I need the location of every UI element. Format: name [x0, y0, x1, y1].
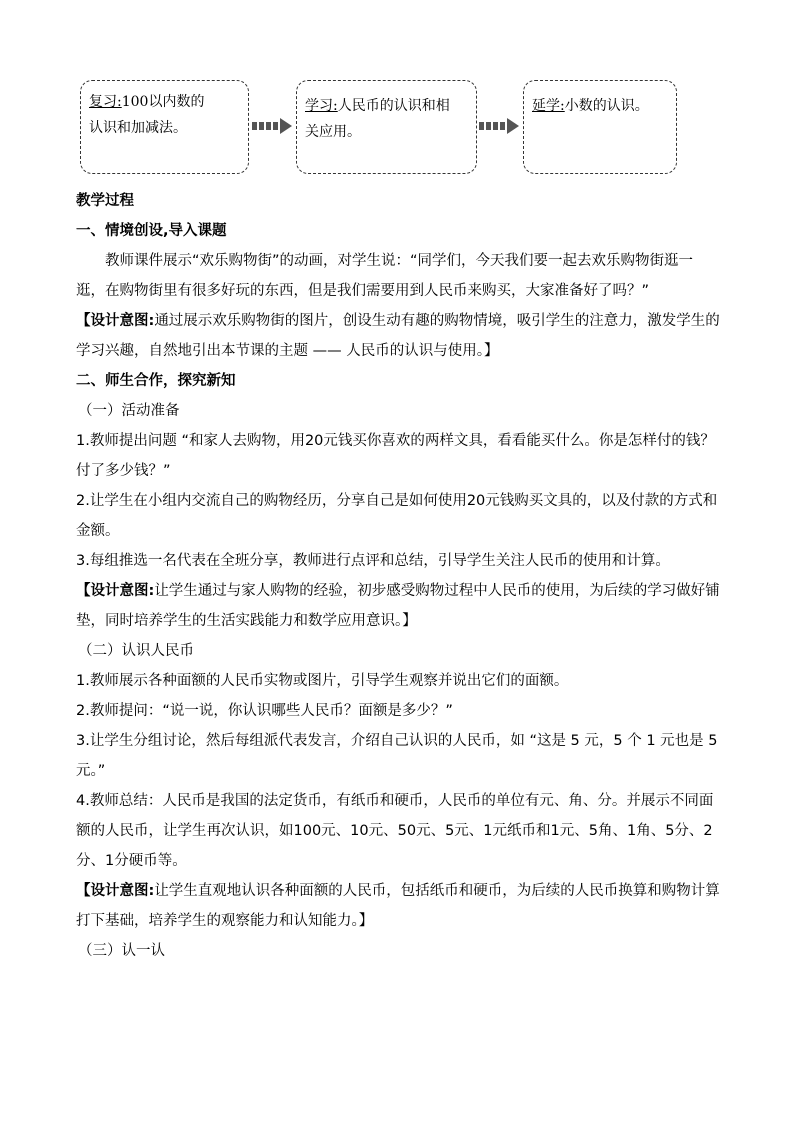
subsection-title-1: （一）活动准备 [78, 403, 180, 419]
subsection-title-2: （二）认识人民币 [78, 643, 194, 659]
flow-box-extend [523, 80, 677, 174]
design-intent-label: 【设计意图: [76, 883, 155, 899]
document-body [76, 186, 722, 966]
list-item: 2.让学生在小组内交流自己的购物经历，分享自己是如何使用20元钱购买文具的，以及付款的方式和金额。 [76, 493, 718, 539]
design-intent-label: 【设计意图: [76, 313, 155, 329]
flow-arrow-icon [252, 118, 296, 134]
flow-text-learn-line1: 人民币的认识和相 [337, 98, 450, 114]
list-item: 1.教师展示各种面额的人民币实物或图片，引导学生观察并说出它们的面额。 [76, 673, 569, 689]
list-item: 3.让学生分组讨论，然后每组派代表发言，介绍自己认识的人民币，如 “这是 5 元，5 个 1 元也是 5 元。” [76, 733, 718, 779]
flow-text-learn-line2: 关应用。 [305, 124, 361, 140]
list-item: 4.教师总结：人民币是我国的法定货币，有纸币和硬币，人民币的单位有元、角、分。并展示不同面额的人民币，让学生再次认识，如100元、10元、50元、5元、1元纸币和1元、5角、1角、5分、2分、1分硬币等。 [76, 793, 714, 869]
design-intent-1 [76, 306, 722, 366]
design-intent-2 [76, 576, 722, 636]
section1-paragraph: 教师课件展示“欢乐购物街”的动画，对学生说：“同学们，今天我们要一起去欢乐购物街逛一逛，在购物街里有很多好玩的东西，但是我们需要用到人民币来购买，大家准备好了吗？” [76, 253, 694, 299]
flow-text-extend-line1: 小数的认识。 [564, 98, 649, 114]
page-heading: 教学过程 [76, 193, 134, 209]
subsection-title-3: （三）认一认 [78, 943, 165, 959]
flow-tag-review: 复习: [89, 94, 122, 110]
section-title-1: 一、情境创设,导入课题 [76, 223, 227, 239]
flow-text-review-line1: 100以内数的 [121, 94, 205, 110]
design-intent-text: 让学生直观地认识各种面额的人民币，包括纸币和硬币，为后续的人民币换算和购物计算打下基础，培养学生的观察能力和认知能力。】 [76, 883, 720, 929]
flow-tag-learn: 学习: [305, 98, 338, 114]
design-intent-3 [76, 876, 722, 936]
list-item: 1.教师提出问题 “和家人去购物，用20元钱买你喜欢的两样文具，看看能买什么。你是怎样付的钱？付了多少钱？” [76, 433, 715, 479]
flow-box-review [80, 80, 249, 174]
design-intent-text: 通过展示欢乐购物街的图片，创设生动有趣的购物情境，吸引学生的注意力，激发学生的学习兴趣，自然地引出本节课的主题 —— 人民币的认识与使用。】 [76, 313, 720, 359]
design-intent-text: 让学生通过与家人购物的经验，初步感受购物过程中人民币的使用，为后续的学习做好铺垫，同时培养学生的生活实践能力和数学应用意识。】 [76, 583, 720, 629]
section-title-2: 二、师生合作，探究新知 [76, 373, 236, 389]
flow-box-learn [296, 80, 477, 174]
design-intent-label: 【设计意图: [76, 583, 155, 599]
list-item: 3.每组推选一名代表在全班分享，教师进行点评和总结，引导学生关注人民币的使用和计算。 [76, 553, 670, 569]
list-item: 2.教师提问：“说一说，你认识哪些人民币？面额是多少？” [76, 703, 453, 719]
flow-text-review-line2: 认识和加减法。 [89, 120, 187, 136]
flow-arrow-icon [479, 118, 523, 134]
flow-tag-extend: 延学: [532, 98, 565, 114]
